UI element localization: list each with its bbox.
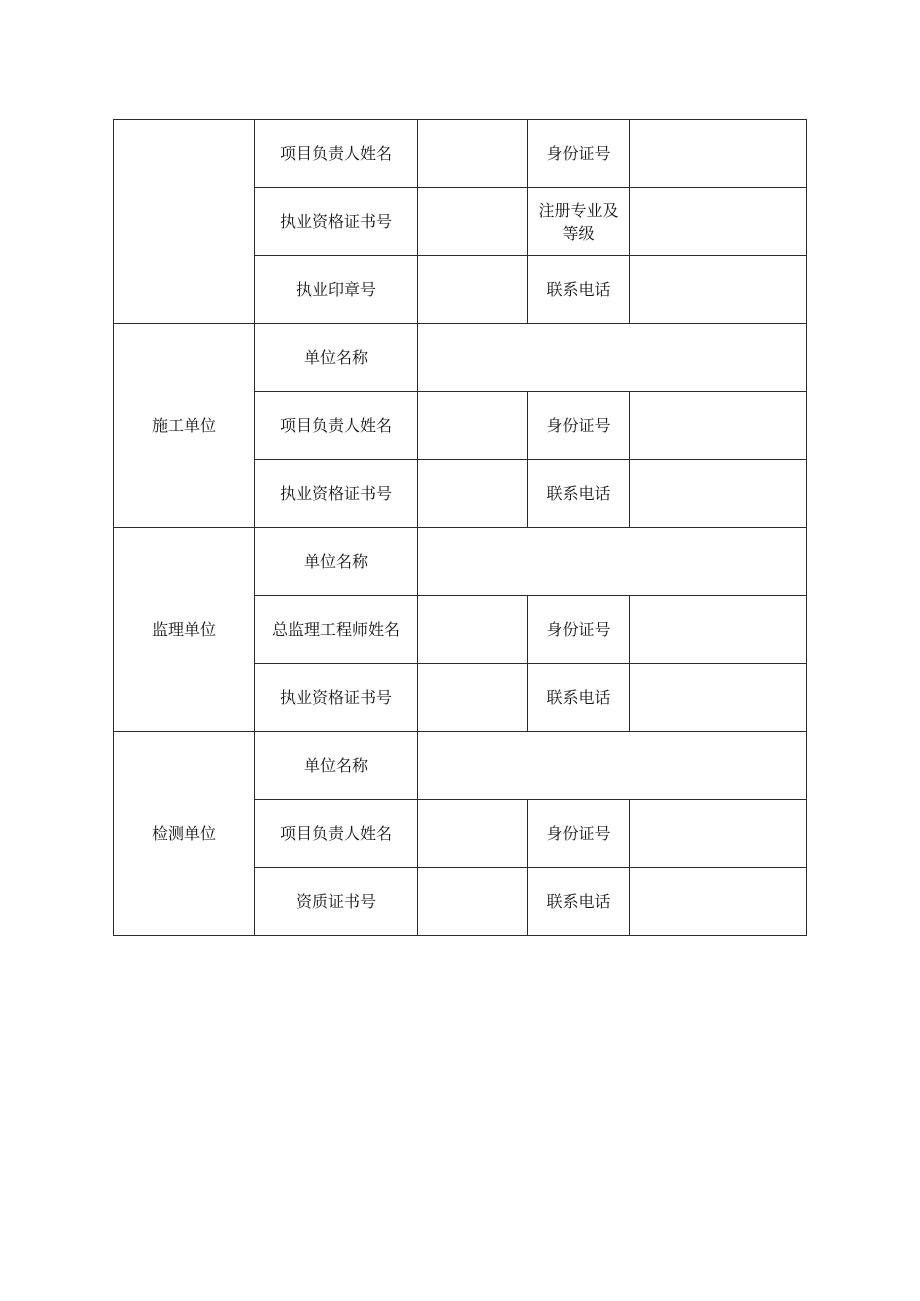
table-row: [114, 732, 807, 800]
field-value[interactable]: [630, 868, 807, 936]
field-value[interactable]: [630, 392, 807, 460]
table-row: [114, 528, 807, 596]
field-value[interactable]: [418, 664, 528, 732]
field-value[interactable]: [418, 256, 528, 324]
field-label: 单位名称: [255, 324, 418, 392]
field-label: 资质证书号: [255, 868, 418, 936]
field-value[interactable]: [630, 664, 807, 732]
field-value-unit-name[interactable]: [418, 324, 807, 392]
field-label-line: 注册专业及: [538, 200, 619, 220]
field-label: 单位名称: [255, 732, 418, 800]
field-value[interactable]: [418, 800, 528, 868]
field-label: 联系电话: [528, 256, 630, 324]
field-value[interactable]: [418, 188, 528, 256]
field-label: 执业资格证书号: [255, 188, 418, 256]
field-label: 执业资格证书号: [255, 460, 418, 528]
field-label: 身份证号: [528, 392, 630, 460]
section-label-testing: 检测单位: [114, 732, 255, 936]
field-label: 项目负责人姓名: [255, 120, 418, 188]
field-value[interactable]: [630, 800, 807, 868]
field-value-unit-name[interactable]: [418, 528, 807, 596]
field-label: 项目负责人姓名: [255, 392, 418, 460]
field-label: 总监理工程师姓名: [255, 596, 418, 664]
field-value-unit-name[interactable]: [418, 732, 807, 800]
field-label: 联系电话: [528, 868, 630, 936]
field-value[interactable]: [630, 120, 807, 188]
field-label: 身份证号: [528, 120, 630, 188]
field-label: 执业资格证书号: [255, 664, 418, 732]
field-label: 项目负责人姓名: [255, 800, 418, 868]
field-label: 身份证号: [528, 800, 630, 868]
field-value[interactable]: [630, 596, 807, 664]
field-value[interactable]: [630, 460, 807, 528]
section-cell-continued: [114, 120, 255, 324]
field-label: 联系电话: [528, 664, 630, 732]
field-value[interactable]: [630, 256, 807, 324]
field-value[interactable]: [418, 460, 528, 528]
section-label-construction: 施工单位: [114, 324, 255, 528]
field-value[interactable]: [418, 392, 528, 460]
field-label: 联系电话: [528, 460, 630, 528]
section-label-supervision: 监理单位: [114, 528, 255, 732]
field-value[interactable]: [418, 868, 528, 936]
registration-form-table: [113, 119, 807, 936]
field-value[interactable]: [418, 596, 528, 664]
field-label: 身份证号: [528, 596, 630, 664]
field-value[interactable]: [418, 120, 528, 188]
field-label: 执业印章号: [255, 256, 418, 324]
field-label: [528, 188, 630, 256]
table-row: [114, 120, 807, 188]
field-value[interactable]: [630, 188, 807, 256]
table-row: [114, 324, 807, 392]
field-label: 单位名称: [255, 528, 418, 596]
field-label-line: 等级: [562, 223, 595, 243]
